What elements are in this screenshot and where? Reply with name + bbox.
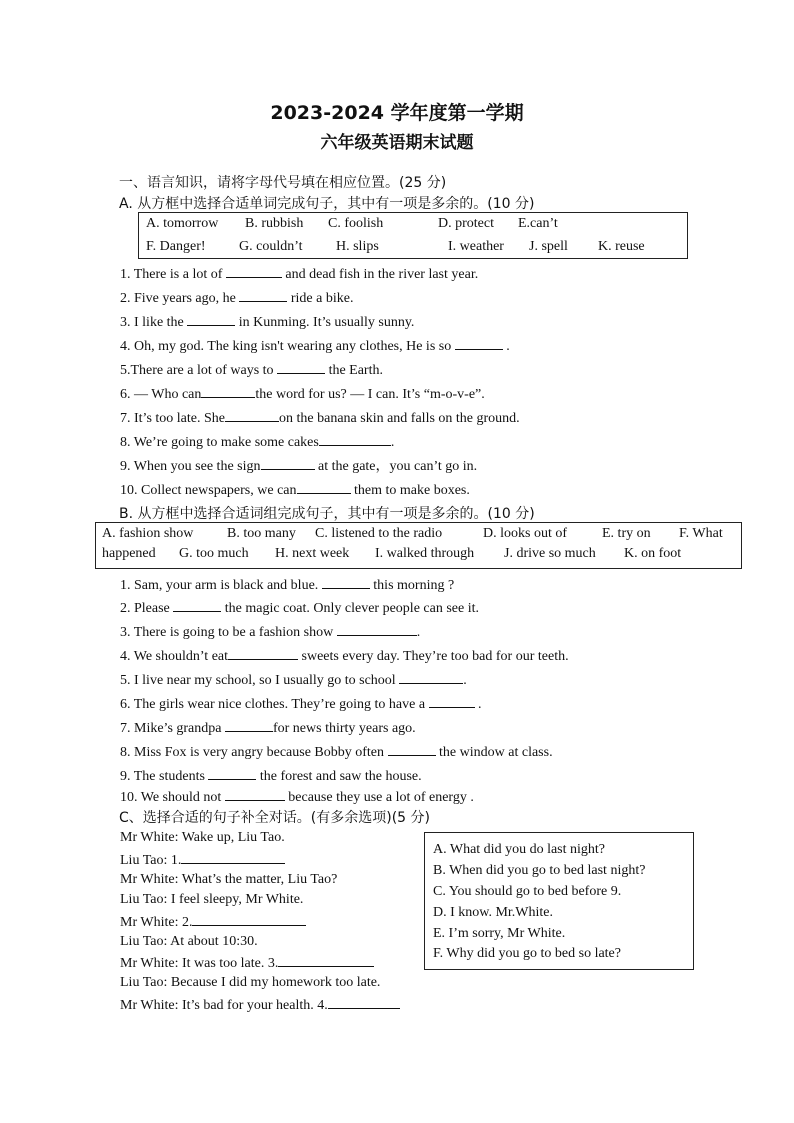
section-a-option: I. weather [448, 239, 504, 254]
answer-blank[interactable] [388, 742, 436, 756]
dialogue-line: Liu Tao: At about 10:30. [120, 934, 258, 949]
section-c-option: C. You should go to bed before 9. [433, 884, 622, 899]
part1-heading: 一、语言知识，请将字母代号填在相应位置。(25 分) [119, 175, 447, 191]
section-a-question: 8. We’re going to make some cakes . [120, 432, 394, 452]
section-b-question: 6. The girls wear nice clothes. They’re going to have a . [120, 694, 482, 714]
section-a-option: B. rubbish [245, 216, 304, 231]
section-a-option: J. spell [529, 239, 568, 254]
section-a-instruction: A. 从方框中选择合适单词完成句子，其中有一项是多余的。(10 分) [119, 196, 535, 212]
section-b-question: 1. Sam, your arm is black and blue. this morning ? [120, 575, 454, 595]
section-c-instruction: C、选择合适的句子补全对话。(有多余选项)(5 分) [119, 810, 430, 826]
answer-blank[interactable] [319, 432, 391, 446]
answer-blank[interactable] [173, 598, 221, 612]
answer-blank[interactable] [187, 312, 235, 326]
exam-title: 2023-2024 学年度第一学期 [270, 102, 524, 124]
section-b-option: A. fashion show [102, 526, 194, 541]
answer-blank[interactable] [201, 384, 255, 398]
answer-blank[interactable] [192, 912, 306, 926]
answer-blank[interactable] [399, 670, 463, 684]
section-a-option: K. reuse [598, 239, 645, 254]
section-a-question: 1. There is a lot of and dead fish in the river last year. [120, 264, 478, 284]
dialogue-line: Liu Tao: I feel sleepy, Mr White. [120, 892, 304, 907]
section-b-question: 4. We shouldn’t eat sweets every day. They’re too bad for our teeth. [120, 646, 569, 666]
exam-subtitle: 六年级英语期末试题 [320, 133, 474, 153]
dialogue-line: Mr White: Wake up, Liu Tao. [120, 830, 285, 845]
section-a-option: H. slips [336, 239, 379, 254]
answer-blank[interactable] [226, 264, 282, 278]
answer-blank[interactable] [455, 336, 503, 350]
section-b-question: 8. Miss Fox is very angry because Bobby often the window at class. [120, 742, 553, 762]
dialogue-line: Mr White: It was too late. 3. [120, 953, 374, 973]
section-c-option: A. What did you do last night? [433, 842, 605, 857]
section-b-option: J. drive so much [504, 546, 596, 561]
answer-blank[interactable] [208, 766, 256, 780]
section-c-option: E. I’m sorry, Mr White. [433, 926, 566, 941]
answer-blank[interactable] [228, 646, 298, 660]
dialogue-line: Liu Tao: 1. [120, 850, 285, 870]
section-b-question: 10. We should not because they use a lot of energy . [120, 787, 474, 807]
answer-blank[interactable] [261, 456, 315, 470]
section-a-question: 7. It’s too late. She on the banana skin and falls on the ground. [120, 408, 520, 428]
answer-blank[interactable] [322, 575, 370, 589]
dialogue-line: Mr White: 2. [120, 912, 306, 932]
section-b-option: happened [102, 546, 156, 561]
answer-blank[interactable] [328, 995, 400, 1009]
dialogue-line: Liu Tao: Because I did my homework too late. [120, 975, 381, 990]
section-a-option: E.can’t [518, 216, 558, 231]
answer-blank[interactable] [225, 787, 285, 801]
section-a-question: 3. I like the in Kunming. It’s usually sunny. [120, 312, 414, 332]
answer-blank[interactable] [337, 622, 417, 636]
dialogue-line: Mr White: What’s the matter, Liu Tao? [120, 872, 338, 887]
answer-blank[interactable] [239, 288, 287, 302]
section-c-option: B. When did you go to bed last night? [433, 863, 646, 878]
section-a-question: 6. — Who can the word for us? — I can. It’s “m-o-v-e”. [120, 384, 485, 404]
section-b-option: D. looks out of [483, 526, 567, 541]
section-a-option: C. foolish [328, 216, 384, 231]
answer-blank[interactable] [225, 718, 273, 732]
section-b-option: C. listened to the radio [315, 526, 443, 541]
answer-blank[interactable] [429, 694, 475, 708]
section-b-question: 5. I live near my school, so I usually go to school . [120, 670, 467, 690]
section-a-option: G. couldn’t [239, 239, 303, 254]
section-b-option: B. too many [227, 526, 296, 541]
section-c-option: D. I know. Mr.White. [433, 905, 554, 920]
section-a-question: 2. Five years ago, he ride a bike. [120, 288, 353, 308]
section-b-question: 3. There is going to be a fashion show . [120, 622, 420, 642]
section-b-question: 7. Mike’s grandpa for news thirty years ago. [120, 718, 416, 738]
dialogue-line: Mr White: It’s bad for your health. 4. [120, 995, 400, 1015]
section-b-option: H. next week [275, 546, 350, 561]
section-a-question: 5.There are a lot of ways to the Earth. [120, 360, 383, 380]
section-b-option: G. too much [179, 546, 249, 561]
section-a-option: A. tomorrow [146, 216, 219, 231]
section-b-option: F. What [679, 526, 723, 541]
section-b-option: E. try on [602, 526, 651, 541]
section-a-question: 9. When you see the sign at the gate，you can’t go in. [120, 456, 477, 476]
section-b-option: K. on foot [624, 546, 682, 561]
answer-blank[interactable] [278, 953, 374, 967]
answer-blank[interactable] [297, 480, 351, 494]
answer-blank[interactable] [277, 360, 325, 374]
section-b-question: 2. Please the magic coat. Only clever people can see it. [120, 598, 479, 618]
section-a-option: F. Danger! [146, 239, 206, 254]
section-c-option: F. Why did you go to bed so late? [433, 946, 621, 961]
answer-blank[interactable] [225, 408, 279, 422]
section-b-option: I. walked through [375, 546, 475, 561]
section-a-option: D. protect [438, 216, 494, 231]
answer-blank[interactable] [181, 850, 285, 864]
section-a-question: 10. Collect newspapers, we can them to make boxes. [120, 480, 470, 500]
section-a-question: 4. Oh, my god. The king isn't wearing any clothes, He is so . [120, 336, 510, 356]
section-b-instruction: B. 从方框中选择合适词组完成句子，其中有一项是多余的。(10 分) [119, 506, 535, 522]
section-b-question: 9. The students the forest and saw the house. [120, 766, 422, 786]
